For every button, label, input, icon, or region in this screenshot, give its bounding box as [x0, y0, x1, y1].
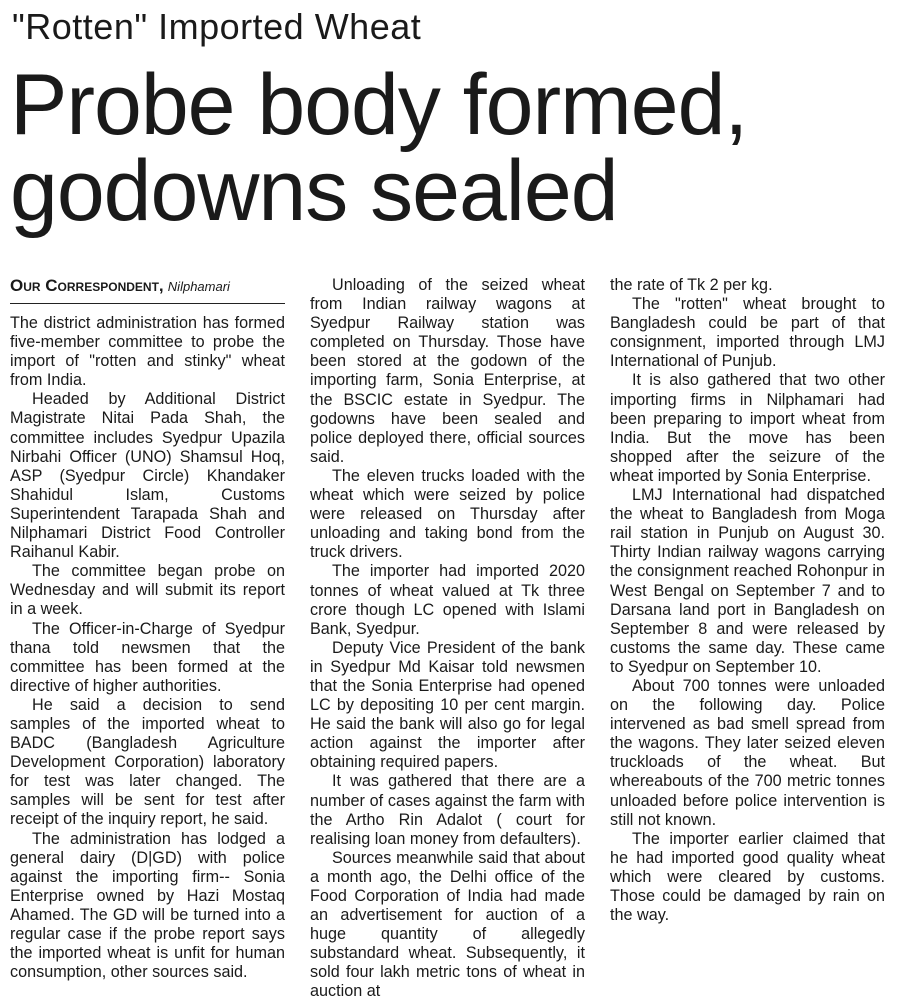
byline-name: Our Correspondent, [10, 276, 164, 295]
column-1 [10, 276, 285, 988]
paragraph: He said a decision to send samples of the imported wheat to BADC (Bangladesh Agriculture Development Corporation) laboratory for test was later changed. The samples will be sent for test after receipt of the inquiry report, he said. [10, 695, 285, 829]
byline-location: Nilphamari [167, 279, 230, 294]
article-body [10, 276, 905, 1001]
paragraph: The importer earlier claimed that he had imported good quality wheat which were cleared by customs. Those could be damaged by rain on the way. [610, 829, 885, 925]
article-kicker: "Rotten" Imported Wheat [12, 6, 422, 47]
paragraph: Deputy Vice President of the bank in Syedpur Md Kaisar told newsmen that the Sonia Enterprise had opened LC by depositing 10 per cent margin. He said the bank will also go for legal action against the importer after obtaining required papers. [310, 638, 585, 772]
paragraph: It is also gathered that two other importing firms in Nilphamari had been preparing to import wheat from India. But the move has been shopped after the seizure of the wheat imported by Sonia Enterprise. [610, 371, 885, 485]
paragraph: The committee began probe on Wednesday and will submit its report in a week. [10, 562, 285, 619]
column-3 [610, 276, 885, 988]
paragraph: Sources meanwhile said that about a month ago, the Delhi office of the Food Corporation of India had made an advertisement for auction of a huge quantity of allegedly substandard wheat. Subsequently, it sold four lakh metric tons of wheat in auction at [310, 848, 585, 1001]
byline [10, 276, 285, 304]
column-2 [310, 276, 585, 1001]
paragraph: Headed by Additional District Magistrate Nitai Pada Shah, the committee includes Syedpur Upazila Nirbahi Officer (UNO) Shamsul Hoq, ASP (Syedpur Circle) Khandaker Shahidul Islam, Customs Superintendent Tarapada Shah and Nilphamari District Food Controller Raihanul Kabir. [10, 390, 285, 562]
paragraph: LMJ International had dispatched the wheat to Bangladesh from Moga rail station in Punjub on August 30. Thirty Indian railway wagons carrying the consignment reached Rohonpur in West Bengal on September 7 and to Darsana land port in Bangladesh on September 8 and were released by customs the same day. These came to Syedpur on September 10. [610, 486, 885, 676]
paragraph: About 700 tonnes were unloaded on the following day. Police intervened as bad smell spread from the wagons. They later seized eleven truckloads of the wheat. But whereabouts of the 700 metric tonnes unloaded before police intervention is still not known. [610, 676, 885, 829]
paragraph: The eleven trucks loaded with the wheat which were seized by police were released on Thursday after unloading and taking bond from the truck drivers. [310, 466, 585, 562]
paragraph: The "rotten" wheat brought to Bangladesh could be part of that consignment, imported through LMJ International of Punjub. [610, 295, 885, 371]
paragraph: The administration has lodged a general dairy (D|GD) with police against the importing firm-- Sonia Enterprise owned by Hazi Mostaq Ahamed. The GD will be turned into a regular case if the probe report says the imported wheat is unfit for human consumption, other sources said. [10, 829, 285, 982]
article-headline: Probe body formed, godowns sealed [10, 57, 748, 239]
paragraph: the rate of Tk 2 per kg. [610, 276, 773, 294]
paragraph: The district administration has formed five-member committee to probe the import of "rotten and stinky" wheat from India. [10, 314, 285, 390]
paragraph: Unloading of the seized wheat from Indian railway wagons at Syedpur Railway station was completed on Thursday. Those have been stored at the godown of the importing farm, Sonia Enterprise, at the BSCIC estate in Syedpur. The godowns have been sealed and police deployed there, official sources said. [310, 276, 585, 466]
paragraph: The importer had imported 2020 tonnes of wheat valued at Tk three crore though LC opened with Islami Bank, Syedpur. [310, 562, 585, 638]
paragraph: The Officer-in-Charge of Syedpur thana told newsmen that the committee has been formed at the directive of higher authorities. [10, 619, 285, 695]
paragraph: It was gathered that there are a number of cases against the farm with the Artho Rin Adalot ( court for realising loan money from defaulters). [310, 772, 585, 848]
